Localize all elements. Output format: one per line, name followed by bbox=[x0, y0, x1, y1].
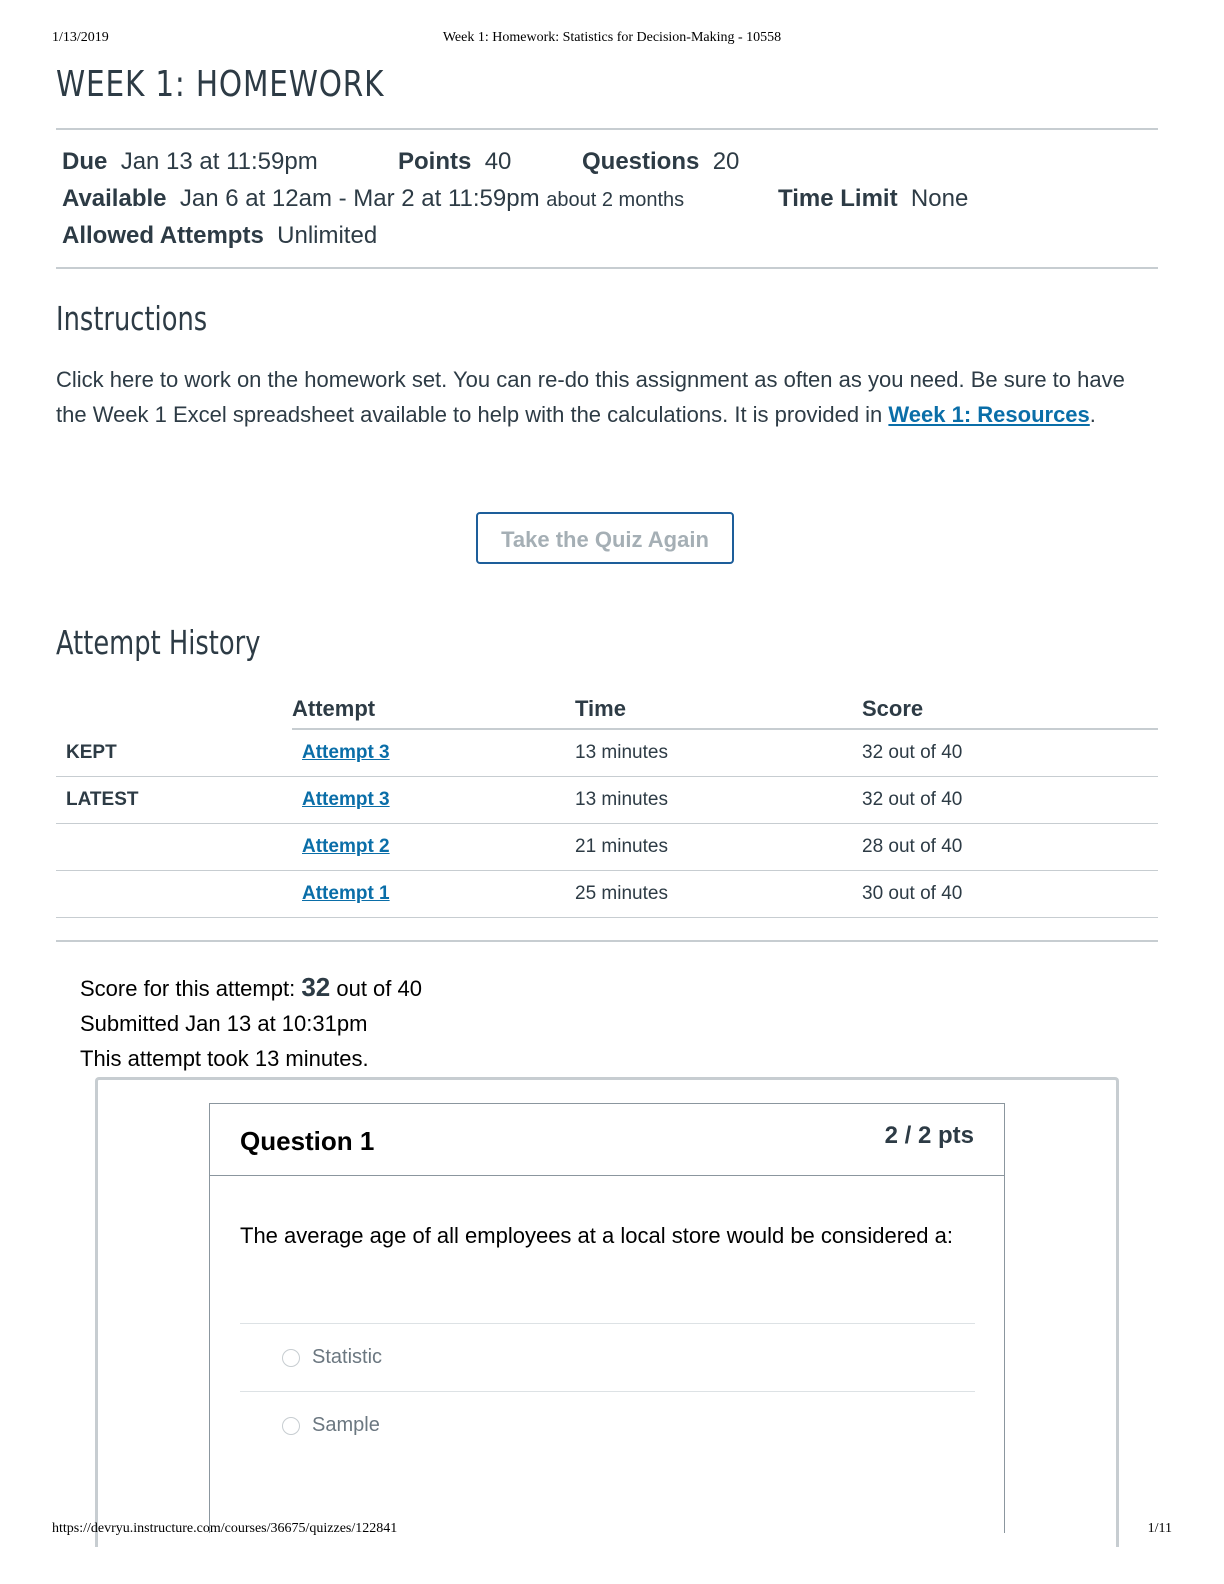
print-url: https://devryu.instructure.com/courses/36675/quizzes/122841 bbox=[52, 1521, 398, 1536]
column-header bbox=[56, 684, 292, 729]
attempt-link[interactable]: Attempt 3 bbox=[302, 789, 390, 810]
score-line: Score for this attempt: 32 out of 40 bbox=[80, 972, 422, 1002]
attempt-summary bbox=[80, 970, 422, 1076]
print-date: 1/13/2019 bbox=[52, 30, 109, 45]
attempts-detail: Allowed Attempts Unlimited bbox=[62, 222, 378, 249]
duration-line: This attempt took 13 minutes. bbox=[80, 1046, 369, 1071]
divider bbox=[56, 940, 1158, 942]
attempt-score: 30 out of 40 bbox=[862, 871, 1158, 918]
radio-icon[interactable] bbox=[282, 1417, 300, 1435]
attempt-time: 21 minutes bbox=[575, 824, 862, 871]
points-detail: Points 40 bbox=[398, 148, 512, 175]
instructions-heading: Instructions bbox=[56, 299, 208, 338]
table-row bbox=[56, 777, 1158, 824]
attempt-link[interactable]: Attempt 2 bbox=[302, 836, 390, 857]
take-quiz-again-button[interactable]: Take the Quiz Again bbox=[476, 512, 734, 564]
instructions-text: Click here to work on the homework set. You can re-do this assignment as often as you need. Be sure to have the Week 1 Excel spreadsheet available to help with the calculations. It is provided in Week 1: Resources. bbox=[56, 367, 1125, 427]
column-header-attempt: Attempt bbox=[292, 684, 575, 729]
attempt-history-heading: Attempt History bbox=[56, 623, 261, 662]
divider bbox=[56, 267, 1158, 269]
attempt-flag bbox=[56, 871, 292, 918]
available-detail: Available Jan 6 at 12am - Mar 2 at 11:59pm about 2 months bbox=[62, 185, 685, 212]
print-doc-title: Week 1: Homework: Statistics for Decision-Making - 10558 bbox=[442, 30, 782, 45]
score-value: 32 bbox=[301, 972, 331, 1002]
table-header-row bbox=[56, 684, 1158, 729]
print-page-number: 1/11 bbox=[1147, 1521, 1172, 1536]
radio-icon[interactable] bbox=[282, 1349, 300, 1367]
submitted-line: Submitted Jan 13 at 10:31pm bbox=[80, 1011, 368, 1036]
questions-detail: Questions 20 bbox=[582, 148, 740, 175]
print-header bbox=[52, 30, 1172, 50]
attempt-time: 25 minutes bbox=[575, 871, 862, 918]
attempt-flag: LATEST bbox=[56, 777, 292, 824]
attempt-link[interactable]: Attempt 1 bbox=[302, 883, 390, 904]
attempt-flag: KEPT bbox=[56, 729, 292, 777]
question-header bbox=[210, 1104, 1004, 1176]
attempt-link[interactable]: Attempt 3 bbox=[302, 742, 390, 763]
resources-link[interactable]: Week 1: Resources bbox=[888, 402, 1090, 427]
due-detail: Due Jan 13 at 11:59pm bbox=[62, 148, 318, 175]
attempt-score: 32 out of 40 bbox=[862, 729, 1158, 777]
time-limit-detail: Time Limit None bbox=[778, 185, 969, 212]
question-card bbox=[209, 1103, 1005, 1533]
attempt-time: 13 minutes bbox=[575, 729, 862, 777]
table-row bbox=[56, 824, 1158, 871]
attempt-history-table bbox=[56, 684, 1158, 918]
question-title: Question 1 bbox=[240, 1126, 375, 1156]
attempt-time: 13 minutes bbox=[575, 777, 862, 824]
question-points: 2 / 2 pts bbox=[884, 1122, 974, 1149]
question-text: The average age of all employees at a local store would be considered a: bbox=[240, 1223, 953, 1248]
table-row bbox=[56, 729, 1158, 777]
divider bbox=[56, 128, 1158, 130]
available-note: about 2 months bbox=[546, 189, 685, 211]
answer-option[interactable] bbox=[240, 1323, 975, 1391]
attempt-score: 32 out of 40 bbox=[862, 777, 1158, 824]
column-header-score: Score bbox=[862, 684, 1158, 729]
print-footer bbox=[52, 1521, 1172, 1541]
answer-label: Sample bbox=[312, 1414, 380, 1436]
attempt-flag bbox=[56, 824, 292, 871]
page-title: WEEK 1: HOMEWORK bbox=[56, 64, 385, 105]
attempt-score: 28 out of 40 bbox=[862, 824, 1158, 871]
column-header-time: Time bbox=[575, 684, 862, 729]
table-row bbox=[56, 871, 1158, 918]
answer-option[interactable] bbox=[240, 1391, 975, 1459]
answer-label: Statistic bbox=[312, 1346, 383, 1368]
